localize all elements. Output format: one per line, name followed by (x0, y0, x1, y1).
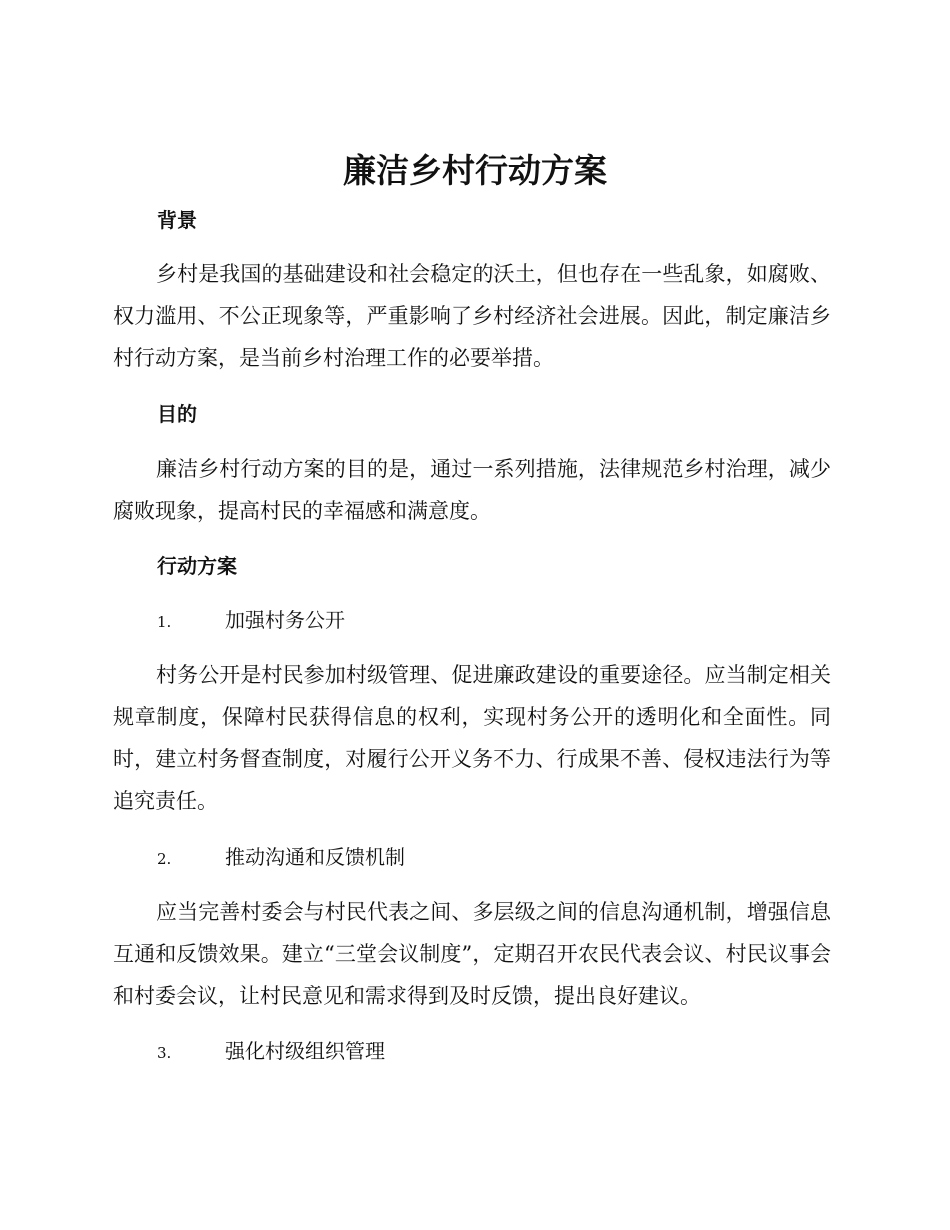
section-heading-background: 背景 (157, 208, 197, 232)
document-title: 廉洁乡村行动方案 (343, 151, 607, 190)
list-item-title: 推动沟通和反馈机制 (225, 845, 405, 869)
paragraph-item-2: 应当完善村委会与村民代表之间、多层级之间的信息沟通机制，增强信息互通和反馈效果。建立“三堂会议制度”，定期召开农民代表会议、村民议事会和村委会议，让村民意见和需求得到及时反馈，提出良好建议。 (113, 900, 831, 1008)
section-heading-action-plan: 行动方案 (157, 554, 237, 578)
paragraph-background: 乡村是我国的基础建设和社会稳定的沃土，但也存在一些乱象，如腐败、权力滥用、不公正现象等，严重影响了乡村经济社会进展。因此，制定廉洁乡村行动方案，是当前乡村治理工作的必要举措。 (113, 262, 831, 370)
paragraph-purpose: 廉洁乡村行动方案的目的是，通过一系列措施，法律规范乡村治理，减少腐败现象，提高村民的幸福感和满意度。 (113, 457, 831, 523)
section-heading-purpose: 目的 (157, 402, 197, 426)
list-item-title: 强化村级组织管理 (225, 1039, 385, 1063)
list-item-1 (157, 605, 345, 637)
list-item-number: 1. (157, 613, 172, 631)
list-item-number: 3. (157, 1044, 172, 1062)
list-item-number: 2. (157, 850, 172, 868)
list-item-2 (157, 842, 405, 874)
paragraph-item-1: 村务公开是村民参加村级管理、促进廉政建设的重要途径。应当制定相关规章制度，保障村民获得信息的权利，实现村务公开的透明化和全面性。同时，建立村务督查制度，对履行公开义务不力、行成果不善、侵权违法行为等追究责任。 (113, 663, 831, 813)
list-item-title: 加强村务公开 (225, 608, 345, 632)
list-item-3 (157, 1036, 385, 1068)
